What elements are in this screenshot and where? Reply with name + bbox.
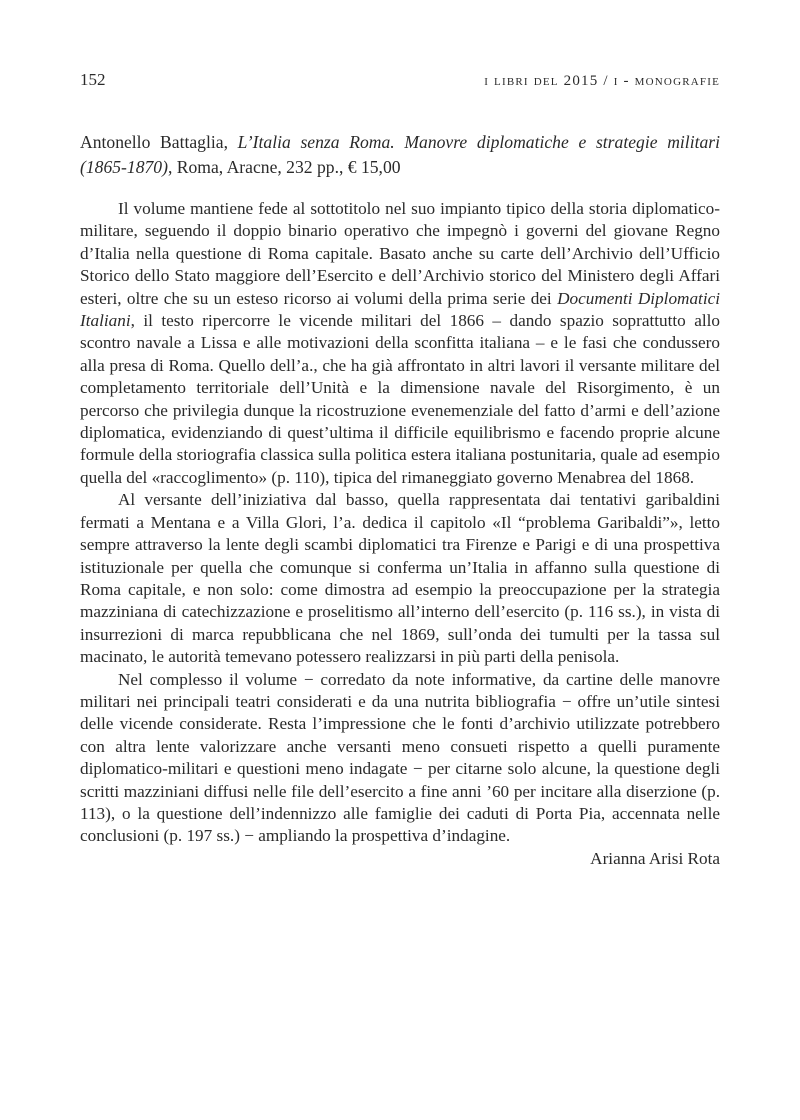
paragraph-2: Al versante dell’iniziativa dal basso, quella rappresentata dai tentativi garibaldini fermati a Mentana e a Villa Glori, l’a. dedica il capitolo «Il “problema Garibaldi”», letto sempre attraverso la lente degli scambi diplomatici tra Firenze e Parigi e di una prospettiva istituzionale per quella che comunque si conferma un’Italia in affanno sulla questione di Roma capitale, e non solo: come dimostra ad esempio la preoccupazione per la strategia mazziniana di catechizzazione e proselitismo all’interno dell’esercito (p. 116 ss.), in vista di insurrezioni di marca repubblicana che nel 1869, sull’onda dei tumulti per la tassa sul macinato, le autorità temevano potessero realizzarsi in più parti della penisola.: [80, 490, 720, 667]
citation-title: L’Italia senza Roma. Manovre diplomatiche e strategie militari (1865-1870): [80, 132, 720, 177]
series-title: i libri del 2015 / i - monografie: [484, 73, 720, 89]
citation-author: Antonello Battaglia,: [80, 132, 238, 152]
paragraph-3: Nel complesso il volume − corredato da note informative, da cartine delle manovre militari nei principali teatri considerati e da una nutrita bibliografia − offre un’utile sintesi delle vicende considerate. Resta l’impressione che le fonti d’archivio utilizzate potrebbero con altra lente valorizzare anche versanti meno consueti rispetto a quelli puramente diplomatico-militari e questioni meno indagate − per citarne solo alcune, la questione degli scritti mazziniani diffusi nelle file dell’esercito a fine anni ’60 per incitare alla diserzione (p. 113), o la questione dell’indennizzo alle famiglie dei caduti di Porta Pia, accennata nelle conclusioni (p. 197 ss.) − ampliando la prospettiva d’indagine.: [80, 669, 720, 846]
page-number: 152: [80, 70, 106, 89]
paragraph-1-part-a: Il volume mantiene fede al sottotitolo nel suo impianto tipico della storia diplomatico-militare, seguendo il doppio binario operativo che impegnò i governi del giovane Regno d’Italia nella questione di Roma capitale. Basato anche su carte dell’Archivio dell’Ufficio Storico dello Stato maggiore dell’Esercito e dell’Archivio storico del Ministero degli Affari esteri, oltre che su un esteso ricorso ai volumi della prima serie dei: [80, 199, 720, 308]
page: [80, 0, 720, 1120]
paragraph-1-italic-title: Documenti Diplomatici Italiani: [80, 288, 721, 331]
reviewer-signature: Arianna Arisi Rota: [590, 848, 720, 868]
running-header: [80, 70, 720, 92]
citation-details: , Roma, Aracne, 232 pp., € 15,00: [167, 156, 401, 177]
book-citation: [80, 130, 720, 179]
review-body: [80, 198, 720, 870]
paragraph-1-part-b: , il testo ripercorre le vicende militari del 1866 – dando spazio soprattutto allo scontro navale a Lissa e alle motivazioni della sconfitta italiana – e le fasi che condussero alla presa di Roma. Quello dell’a., che ha già affrontato in altri lavori il versante militare del completamento territoriale dell’Unità e la dimensione navale del Risorgimento, è un percorso che privilegia dunque la ricostruzione evenemenziale del fatto d’armi e dell’azione diplomatica, evidenziando di quest’ultima il difficile equilibrismo e facendo proprie alcune formule della storiografia classica sulla politica estera italiana postunitaria, quale ad esempio quella del «raccoglimento» (p. 110), tipica del rimaneggiato governo Menabrea del 1868.: [80, 311, 720, 487]
paragraph-1: [80, 198, 720, 489]
